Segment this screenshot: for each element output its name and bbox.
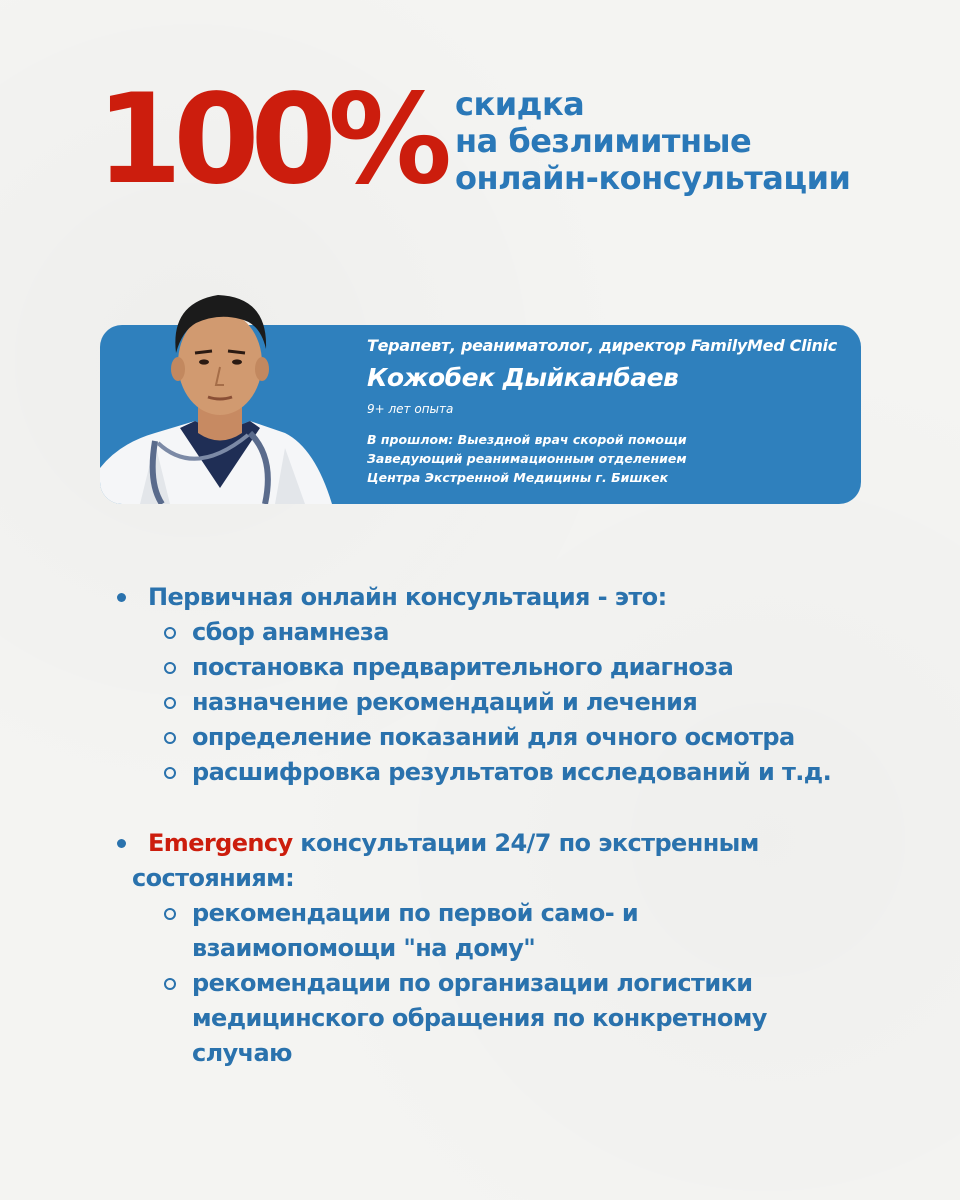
circle-bullet-icon (164, 978, 176, 990)
offer-line-3: онлайн-консультации (455, 159, 851, 197)
list-item: расшифровка результатов исследований и т.д. (112, 755, 932, 790)
list-item: назначение рекомендаций и лечения (112, 685, 932, 720)
doctor-past-line-2: Заведующий реанимационным отделением (367, 451, 687, 466)
circle-bullet-icon (164, 732, 176, 744)
circle-bullet-icon (164, 627, 176, 639)
list-item: рекомендации по первой само- и взаимопомощи "на дому" (112, 896, 932, 966)
circle-bullet-icon (164, 908, 176, 920)
doctor-photo (100, 283, 340, 504)
doctor-info (367, 336, 837, 487)
services-list (112, 580, 932, 1071)
circle-bullet-icon (164, 662, 176, 674)
list-item: рекомендации по организации логистики медицинского обращения по конкретному случаю (112, 966, 932, 1071)
offer-line-2: на безлимитные (455, 122, 752, 160)
doctor-name: Кожобек Дыйканбаев (367, 363, 679, 392)
circle-bullet-icon (164, 767, 176, 779)
primary-consultation-items (112, 615, 932, 790)
doctor-past-line-1: В прошлом: Выездной врач скорой помощи (367, 432, 687, 447)
list-item: сбор анамнеза (112, 615, 932, 650)
circle-bullet-icon (164, 697, 176, 709)
offer-text (455, 86, 850, 197)
emergency-consultation-items (112, 896, 932, 1071)
emergency-consultation-heading (112, 826, 932, 896)
emergency-title-line-2: состояниям: (132, 864, 295, 892)
primary-consultation-heading (112, 580, 932, 615)
list-item: постановка предварительного диагноза (112, 650, 932, 685)
doctor-past (367, 430, 837, 487)
bullet-icon (117, 593, 126, 602)
bullet-icon (117, 839, 126, 848)
emergency-highlight: Emergency (148, 829, 293, 857)
doctor-experience: 9+ лет опыта (367, 402, 454, 416)
primary-consultation-title: Первичная онлайн консультация - это: (148, 583, 667, 611)
list-item: определение показаний для очного осмотра (112, 720, 932, 755)
doctor-role: Терапевт, реаниматолог, директор FamilyMed Clinic (367, 336, 837, 355)
doctor-past-line-3: Центра Экстренной Медицины г. Бишкек (367, 470, 669, 485)
discount-percent: 100% (96, 68, 444, 212)
emergency-title: консультации 24/7 по экстренным (292, 829, 759, 857)
headline (0, 0, 960, 230)
offer-line-1: скидка (455, 85, 585, 123)
